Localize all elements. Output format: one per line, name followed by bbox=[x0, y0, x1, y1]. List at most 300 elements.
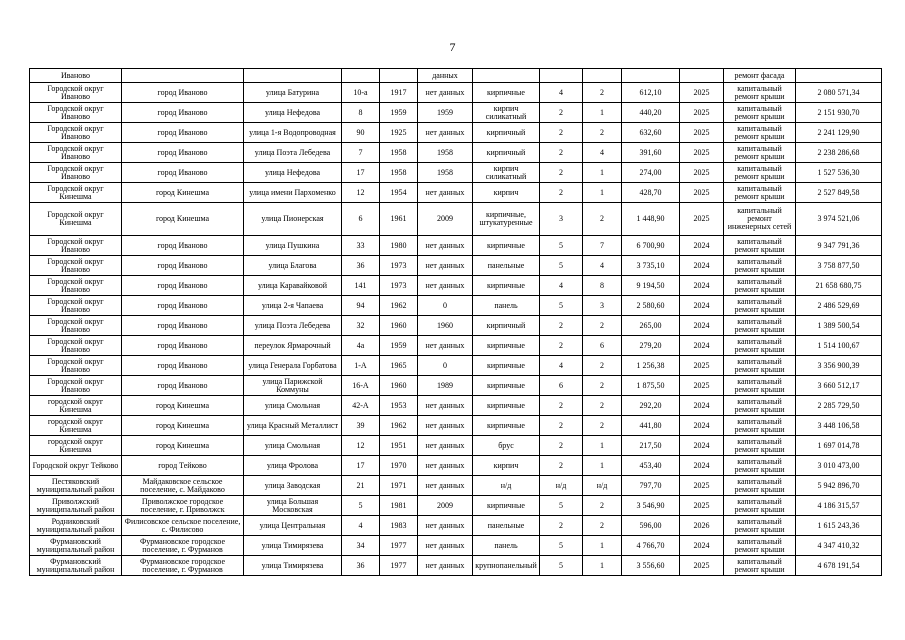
cell-area: 4 766,70 bbox=[622, 536, 680, 556]
cell-build-year: 1954 bbox=[380, 183, 418, 203]
table-row bbox=[30, 143, 882, 163]
cell-area: 441,80 bbox=[622, 416, 680, 436]
cell-wall-material: панель bbox=[473, 536, 540, 556]
cell-wall-material: кирпичные bbox=[473, 356, 540, 376]
cell-planned-year: 2024 bbox=[680, 336, 724, 356]
cell-municipality: Городской округ Кинешма bbox=[30, 183, 122, 203]
cell-reconstruction-year: 1960 bbox=[418, 316, 473, 336]
cell-house-number: 39 bbox=[342, 416, 380, 436]
cell-street: улица Поэта Лебедева bbox=[244, 143, 342, 163]
cell-entrances: 1 bbox=[583, 556, 622, 576]
cell-street: улица Парижской Коммуны bbox=[244, 376, 342, 396]
cell-reconstruction-year: 0 bbox=[418, 356, 473, 376]
cell-floors: 2 bbox=[540, 163, 583, 183]
cell-cost: 1 514 100,67 bbox=[796, 336, 882, 356]
cell-wall-material: кирпичные, штукатуренные bbox=[473, 203, 540, 236]
cell-settlement: Приволжское городское поселение, г. Приволжск bbox=[122, 496, 244, 516]
cell-area: 1 875,50 bbox=[622, 376, 680, 396]
cell-wall-material: кирпичные bbox=[473, 496, 540, 516]
cell-municipality: Иваново bbox=[30, 69, 122, 83]
cell-cost: 1 615 243,36 bbox=[796, 516, 882, 536]
cell-entrances: 1 bbox=[583, 183, 622, 203]
table-row bbox=[30, 376, 882, 396]
cell-settlement: Фурмановское городское поселение, г. Фурманов bbox=[122, 536, 244, 556]
cell-build-year: 1917 bbox=[380, 83, 418, 103]
cell-work-type: капитальный ремонт крыши bbox=[724, 496, 796, 516]
cell-cost: 9 347 791,36 bbox=[796, 236, 882, 256]
cell-area: 453,40 bbox=[622, 456, 680, 476]
cell-cost: 2 080 571,34 bbox=[796, 83, 882, 103]
cell-floors: 2 bbox=[540, 416, 583, 436]
cell-wall-material: панельные bbox=[473, 516, 540, 536]
cell-work-type: капитальный ремонт крыши bbox=[724, 396, 796, 416]
cell-wall-material: панельные bbox=[473, 256, 540, 276]
cell-wall-material: кирпичные bbox=[473, 236, 540, 256]
cell-reconstruction-year: нет данных bbox=[418, 396, 473, 416]
cell-street: улица 1-я Водопроводная bbox=[244, 123, 342, 143]
cell-work-type: капитальный ремонт инженерных сетей bbox=[724, 203, 796, 236]
cell-build-year: 1980 bbox=[380, 236, 418, 256]
cell-area: 391,60 bbox=[622, 143, 680, 163]
cell-floors: 2 bbox=[540, 396, 583, 416]
cell-work-type: капитальный ремонт крыши bbox=[724, 516, 796, 536]
cell-house-number: 42-А bbox=[342, 396, 380, 416]
cell-entrances: 4 bbox=[583, 256, 622, 276]
cell-street: улица Центральная bbox=[244, 516, 342, 536]
cell-area: 292,20 bbox=[622, 396, 680, 416]
cell-wall-material: кирпичные bbox=[473, 276, 540, 296]
cell-wall-material: кирпич силикатный bbox=[473, 103, 540, 123]
cell-house-number: 17 bbox=[342, 163, 380, 183]
cell-settlement: город Иваново bbox=[122, 83, 244, 103]
cell-entrances: 4 bbox=[583, 143, 622, 163]
cell-municipality: Городской округ Тейково bbox=[30, 456, 122, 476]
cell-entrances: 2 bbox=[583, 496, 622, 516]
cell-cost: 4 347 410,32 bbox=[796, 536, 882, 556]
cell-floors: 2 bbox=[540, 103, 583, 123]
cell-cost: 1 697 014,78 bbox=[796, 436, 882, 456]
table-row bbox=[30, 456, 882, 476]
cell-planned-year: 2025 bbox=[680, 356, 724, 376]
cell-cost: 3 974 521,06 bbox=[796, 203, 882, 236]
cell-area bbox=[622, 69, 680, 83]
cell-planned-year: 2024 bbox=[680, 436, 724, 456]
cell-settlement bbox=[122, 69, 244, 83]
cell-reconstruction-year: 1958 bbox=[418, 163, 473, 183]
cell-floors: 2 bbox=[540, 336, 583, 356]
cell-planned-year: 2024 bbox=[680, 296, 724, 316]
cell-build-year: 1953 bbox=[380, 396, 418, 416]
table-row bbox=[30, 256, 882, 276]
cell-entrances: 3 bbox=[583, 296, 622, 316]
cell-planned-year: 2024 bbox=[680, 536, 724, 556]
table-row bbox=[30, 183, 882, 203]
cell-street: улица имени Пархоменко bbox=[244, 183, 342, 203]
cell-planned-year: 2025 bbox=[680, 123, 724, 143]
cell-municipality: городской округ Кинешма bbox=[30, 436, 122, 456]
cell-build-year: 1958 bbox=[380, 163, 418, 183]
cell-street: улица Каравайковой bbox=[244, 276, 342, 296]
cell-cost: 4 678 191,54 bbox=[796, 556, 882, 576]
table-row bbox=[30, 416, 882, 436]
cell-house-number: 36 bbox=[342, 256, 380, 276]
cell-floors: 2 bbox=[540, 516, 583, 536]
cell-wall-material: кирпич bbox=[473, 456, 540, 476]
cell-wall-material: кирпичные bbox=[473, 416, 540, 436]
cell-floors: 4 bbox=[540, 276, 583, 296]
table-row bbox=[30, 556, 882, 576]
cell-build-year: 1971 bbox=[380, 476, 418, 496]
cell-house-number: 8 bbox=[342, 103, 380, 123]
cell-area: 2 580,60 bbox=[622, 296, 680, 316]
table-row bbox=[30, 476, 882, 496]
cell-floors: 5 bbox=[540, 256, 583, 276]
cell-municipality: Пестяковский муниципальный район bbox=[30, 476, 122, 496]
cell-area: 1 256,38 bbox=[622, 356, 680, 376]
cell-build-year: 1960 bbox=[380, 376, 418, 396]
cell-street: улица Поэта Лебедева bbox=[244, 316, 342, 336]
cell-cost: 3 660 512,17 bbox=[796, 376, 882, 396]
cell-street: переулок Ярмарочный bbox=[244, 336, 342, 356]
table-row bbox=[30, 276, 882, 296]
cell-work-type: капитальный ремонт крыши bbox=[724, 536, 796, 556]
cell-planned-year: 2025 bbox=[680, 83, 724, 103]
cell-reconstruction-year: 1958 bbox=[418, 143, 473, 163]
cell-planned-year: 2024 bbox=[680, 236, 724, 256]
cell-area: 3 546,90 bbox=[622, 496, 680, 516]
cell-entrances: 2 bbox=[583, 203, 622, 236]
cell-municipality: Городской округ Иваново bbox=[30, 236, 122, 256]
cell-build-year: 1977 bbox=[380, 556, 418, 576]
cell-area: 279,20 bbox=[622, 336, 680, 356]
cell-house-number: 34 bbox=[342, 536, 380, 556]
cell-entrances: 2 bbox=[583, 83, 622, 103]
table-row bbox=[30, 123, 882, 143]
cell-wall-material: н/д bbox=[473, 476, 540, 496]
cell-wall-material: кирпичный bbox=[473, 123, 540, 143]
cell-wall-material: крупнопанельный bbox=[473, 556, 540, 576]
cell-reconstruction-year: нет данных bbox=[418, 83, 473, 103]
cell-house-number: 90 bbox=[342, 123, 380, 143]
cell-cost: 21 658 680,75 bbox=[796, 276, 882, 296]
cell-cost: 3 356 900,39 bbox=[796, 356, 882, 376]
cell-street: улица Смольная bbox=[244, 436, 342, 456]
cell-house-number: 17 bbox=[342, 456, 380, 476]
table-row bbox=[30, 336, 882, 356]
cell-planned-year: 2024 bbox=[680, 456, 724, 476]
cell-build-year: 1981 bbox=[380, 496, 418, 516]
cell-work-type: капитальный ремонт крыши bbox=[724, 436, 796, 456]
cell-build-year: 1925 bbox=[380, 123, 418, 143]
cell-build-year: 1951 bbox=[380, 436, 418, 456]
cell-planned-year: 2025 bbox=[680, 183, 724, 203]
cell-settlement: город Иваново bbox=[122, 163, 244, 183]
cell-floors: 5 bbox=[540, 496, 583, 516]
cell-street: улица Смольная bbox=[244, 396, 342, 416]
cell-area: 612,10 bbox=[622, 83, 680, 103]
cell-municipality: Фурмановский муниципальный район bbox=[30, 536, 122, 556]
cell-settlement: город Иваново bbox=[122, 316, 244, 336]
cell-entrances: 6 bbox=[583, 336, 622, 356]
cell-municipality: Городской округ Иваново bbox=[30, 336, 122, 356]
cell-area: 440,20 bbox=[622, 103, 680, 123]
cell-cost: 2 238 286,68 bbox=[796, 143, 882, 163]
cell-house-number: 5 bbox=[342, 496, 380, 516]
cell-floors: 2 bbox=[540, 123, 583, 143]
table-row bbox=[30, 103, 882, 123]
cell-entrances: 2 bbox=[583, 123, 622, 143]
cell-municipality: Городской округ Иваново bbox=[30, 356, 122, 376]
cell-build-year: 1962 bbox=[380, 416, 418, 436]
cell-planned-year: 2024 bbox=[680, 316, 724, 336]
cell-floors bbox=[540, 69, 583, 83]
cell-reconstruction-year: 1959 bbox=[418, 103, 473, 123]
cell-work-type: капитальный ремонт крыши bbox=[724, 356, 796, 376]
cell-street: улица Тимирязева bbox=[244, 536, 342, 556]
cell-area: 6 700,90 bbox=[622, 236, 680, 256]
cell-floors: 2 bbox=[540, 316, 583, 336]
cell-cost: 2 486 529,69 bbox=[796, 296, 882, 316]
cell-build-year: 1962 bbox=[380, 296, 418, 316]
cell-street: улица Красный Металлист bbox=[244, 416, 342, 436]
cell-floors: 5 bbox=[540, 536, 583, 556]
cell-reconstruction-year: нет данных bbox=[418, 123, 473, 143]
buildings-table bbox=[29, 68, 882, 576]
cell-settlement: город Кинешма bbox=[122, 203, 244, 236]
cell-area: 3 735,10 bbox=[622, 256, 680, 276]
cell-entrances bbox=[583, 69, 622, 83]
cell-municipality: Городской округ Иваново bbox=[30, 296, 122, 316]
cell-wall-material: кирпичный bbox=[473, 316, 540, 336]
cell-municipality: Городской округ Кинешма bbox=[30, 203, 122, 236]
cell-street: улица Благова bbox=[244, 256, 342, 276]
cell-build-year: 1961 bbox=[380, 203, 418, 236]
cell-build-year bbox=[380, 69, 418, 83]
cell-entrances: 8 bbox=[583, 276, 622, 296]
cell-reconstruction-year: нет данных bbox=[418, 416, 473, 436]
cell-street: улица Пионерская bbox=[244, 203, 342, 236]
cell-house-number: 36 bbox=[342, 556, 380, 576]
cell-reconstruction-year: 0 bbox=[418, 296, 473, 316]
cell-area: 265,00 bbox=[622, 316, 680, 336]
cell-reconstruction-year: нет данных bbox=[418, 236, 473, 256]
cell-floors: 2 bbox=[540, 456, 583, 476]
cell-reconstruction-year: 1989 bbox=[418, 376, 473, 396]
cell-cost: 2 527 849,58 bbox=[796, 183, 882, 203]
cell-settlement: город Иваново bbox=[122, 143, 244, 163]
cell-floors: 4 bbox=[540, 356, 583, 376]
cell-floors: 5 bbox=[540, 296, 583, 316]
cell-municipality: Приволжский муниципальный район bbox=[30, 496, 122, 516]
cell-house-number bbox=[342, 69, 380, 83]
cell-settlement: город Иваново bbox=[122, 296, 244, 316]
cell-reconstruction-year: 2009 bbox=[418, 496, 473, 516]
cell-planned-year: 2026 bbox=[680, 516, 724, 536]
cell-house-number: 10-а bbox=[342, 83, 380, 103]
cell-floors: 2 bbox=[540, 436, 583, 456]
cell-area: 3 556,60 bbox=[622, 556, 680, 576]
cell-municipality: Родниковский муниципальный район bbox=[30, 516, 122, 536]
cell-floors: 6 bbox=[540, 376, 583, 396]
cell-house-number: 16-А bbox=[342, 376, 380, 396]
cell-planned-year: 2024 bbox=[680, 416, 724, 436]
cell-wall-material bbox=[473, 69, 540, 83]
cell-settlement: Филисовское сельское поселение, с. Филисово bbox=[122, 516, 244, 536]
cell-settlement: город Иваново bbox=[122, 356, 244, 376]
cell-wall-material: кирпичные bbox=[473, 396, 540, 416]
cell-wall-material: панель bbox=[473, 296, 540, 316]
cell-wall-material: кирпичные bbox=[473, 376, 540, 396]
cell-work-type: капитальный ремонт крыши bbox=[724, 163, 796, 183]
cell-street: улица Фролова bbox=[244, 456, 342, 476]
table-row bbox=[30, 356, 882, 376]
cell-floors: 4 bbox=[540, 83, 583, 103]
cell-street: улица Батурина bbox=[244, 83, 342, 103]
cell-floors: 5 bbox=[540, 236, 583, 256]
cell-entrances: 1 bbox=[583, 103, 622, 123]
cell-reconstruction-year: нет данных bbox=[418, 456, 473, 476]
cell-reconstruction-year: нет данных bbox=[418, 516, 473, 536]
cell-work-type: капитальный ремонт крыши bbox=[724, 416, 796, 436]
table-row bbox=[30, 69, 882, 83]
cell-build-year: 1965 bbox=[380, 356, 418, 376]
cell-house-number: 12 bbox=[342, 183, 380, 203]
cell-floors: 2 bbox=[540, 183, 583, 203]
cell-settlement: город Кинешма bbox=[122, 416, 244, 436]
cell-street: улица 2-я Чапаева bbox=[244, 296, 342, 316]
cell-work-type: ремонт фасада bbox=[724, 69, 796, 83]
cell-planned-year: 2024 bbox=[680, 256, 724, 276]
cell-planned-year: 2025 bbox=[680, 143, 724, 163]
cell-wall-material: кирпичные bbox=[473, 83, 540, 103]
table-row bbox=[30, 83, 882, 103]
cell-house-number: 141 bbox=[342, 276, 380, 296]
cell-street: улица Тимирязева bbox=[244, 556, 342, 576]
cell-municipality: Фурмановский муниципальный район bbox=[30, 556, 122, 576]
cell-wall-material: кирпич силикатный bbox=[473, 163, 540, 183]
cell-work-type: капитальный ремонт крыши bbox=[724, 83, 796, 103]
table-row bbox=[30, 296, 882, 316]
cell-reconstruction-year: нет данных bbox=[418, 556, 473, 576]
cell-street: улица Нефедова bbox=[244, 103, 342, 123]
cell-planned-year: 2025 bbox=[680, 496, 724, 516]
cell-planned-year: 2025 bbox=[680, 556, 724, 576]
cell-work-type: капитальный ремонт крыши bbox=[724, 456, 796, 476]
table-row bbox=[30, 436, 882, 456]
cell-settlement: Майдаковское сельское поселение, с. Майдаково bbox=[122, 476, 244, 496]
cell-street: улица Большая Московская bbox=[244, 496, 342, 516]
cell-cost: 1 389 500,54 bbox=[796, 316, 882, 336]
cell-build-year: 1960 bbox=[380, 316, 418, 336]
cell-entrances: 1 bbox=[583, 436, 622, 456]
cell-area: 9 194,50 bbox=[622, 276, 680, 296]
table-row bbox=[30, 536, 882, 556]
cell-settlement: город Кинешма bbox=[122, 396, 244, 416]
cell-reconstruction-year: нет данных bbox=[418, 276, 473, 296]
cell-settlement: город Иваново bbox=[122, 376, 244, 396]
cell-reconstruction-year: нет данных bbox=[418, 476, 473, 496]
cell-planned-year bbox=[680, 69, 724, 83]
cell-cost: 4 186 315,57 bbox=[796, 496, 882, 516]
cell-work-type: капитальный ремонт крыши bbox=[724, 316, 796, 336]
cell-area: 1 448,90 bbox=[622, 203, 680, 236]
cell-municipality: Городской округ Иваново bbox=[30, 276, 122, 296]
cell-street bbox=[244, 69, 342, 83]
table-row bbox=[30, 496, 882, 516]
cell-wall-material: кирпичный bbox=[473, 143, 540, 163]
cell-entrances: 2 bbox=[583, 416, 622, 436]
cell-settlement: город Иваново bbox=[122, 103, 244, 123]
cell-entrances: 2 bbox=[583, 516, 622, 536]
cell-house-number: 7 bbox=[342, 143, 380, 163]
table-row bbox=[30, 316, 882, 336]
cell-cost: 3 758 877,50 bbox=[796, 256, 882, 276]
cell-house-number: 6 bbox=[342, 203, 380, 236]
cell-street: улица Пушкина bbox=[244, 236, 342, 256]
cell-work-type: капитальный ремонт крыши bbox=[724, 103, 796, 123]
cell-municipality: Городской округ Иваново bbox=[30, 256, 122, 276]
cell-planned-year: 2025 bbox=[680, 203, 724, 236]
cell-house-number: 1-А bbox=[342, 356, 380, 376]
table-row bbox=[30, 203, 882, 236]
cell-settlement: город Иваново bbox=[122, 256, 244, 276]
cell-wall-material: кирпичные bbox=[473, 336, 540, 356]
cell-settlement: город Иваново bbox=[122, 123, 244, 143]
cell-house-number: 94 bbox=[342, 296, 380, 316]
cell-reconstruction-year: нет данных bbox=[418, 336, 473, 356]
cell-entrances: 2 bbox=[583, 316, 622, 336]
cell-area: 217,50 bbox=[622, 436, 680, 456]
cell-reconstruction-year: нет данных bbox=[418, 536, 473, 556]
table-row bbox=[30, 516, 882, 536]
cell-wall-material: кирпич bbox=[473, 183, 540, 203]
cell-settlement: Фурмановское городское поселение, г. Фурманов bbox=[122, 556, 244, 576]
cell-planned-year: 2025 bbox=[680, 476, 724, 496]
cell-municipality: Городской округ Иваново bbox=[30, 316, 122, 336]
cell-entrances: 2 bbox=[583, 356, 622, 376]
cell-entrances: 7 bbox=[583, 236, 622, 256]
cell-work-type: капитальный ремонт крыши bbox=[724, 123, 796, 143]
cell-work-type: капитальный ремонт крыши bbox=[724, 236, 796, 256]
cell-cost bbox=[796, 69, 882, 83]
cell-floors: 2 bbox=[540, 143, 583, 163]
cell-house-number: 21 bbox=[342, 476, 380, 496]
cell-reconstruction-year: нет данных bbox=[418, 183, 473, 203]
cell-house-number: 32 bbox=[342, 316, 380, 336]
cell-entrances: 1 bbox=[583, 536, 622, 556]
cell-build-year: 1973 bbox=[380, 276, 418, 296]
cell-build-year: 1959 bbox=[380, 103, 418, 123]
page-number: 7 bbox=[449, 40, 456, 54]
cell-street: улица Заводская bbox=[244, 476, 342, 496]
cell-reconstruction-year: 2009 bbox=[418, 203, 473, 236]
cell-work-type: капитальный ремонт крыши bbox=[724, 556, 796, 576]
cell-planned-year: 2025 bbox=[680, 103, 724, 123]
cell-build-year: 1973 bbox=[380, 256, 418, 276]
cell-entrances: 2 bbox=[583, 396, 622, 416]
cell-house-number: 12 bbox=[342, 436, 380, 456]
cell-area: 797,70 bbox=[622, 476, 680, 496]
cell-area: 632,60 bbox=[622, 123, 680, 143]
cell-area: 274,00 bbox=[622, 163, 680, 183]
cell-work-type: капитальный ремонт крыши bbox=[724, 376, 796, 396]
cell-municipality: Городской округ Иваново bbox=[30, 143, 122, 163]
cell-build-year: 1959 bbox=[380, 336, 418, 356]
cell-area: 428,70 bbox=[622, 183, 680, 203]
cell-build-year: 1958 bbox=[380, 143, 418, 163]
cell-floors: н/д bbox=[540, 476, 583, 496]
cell-planned-year: 2025 bbox=[680, 163, 724, 183]
